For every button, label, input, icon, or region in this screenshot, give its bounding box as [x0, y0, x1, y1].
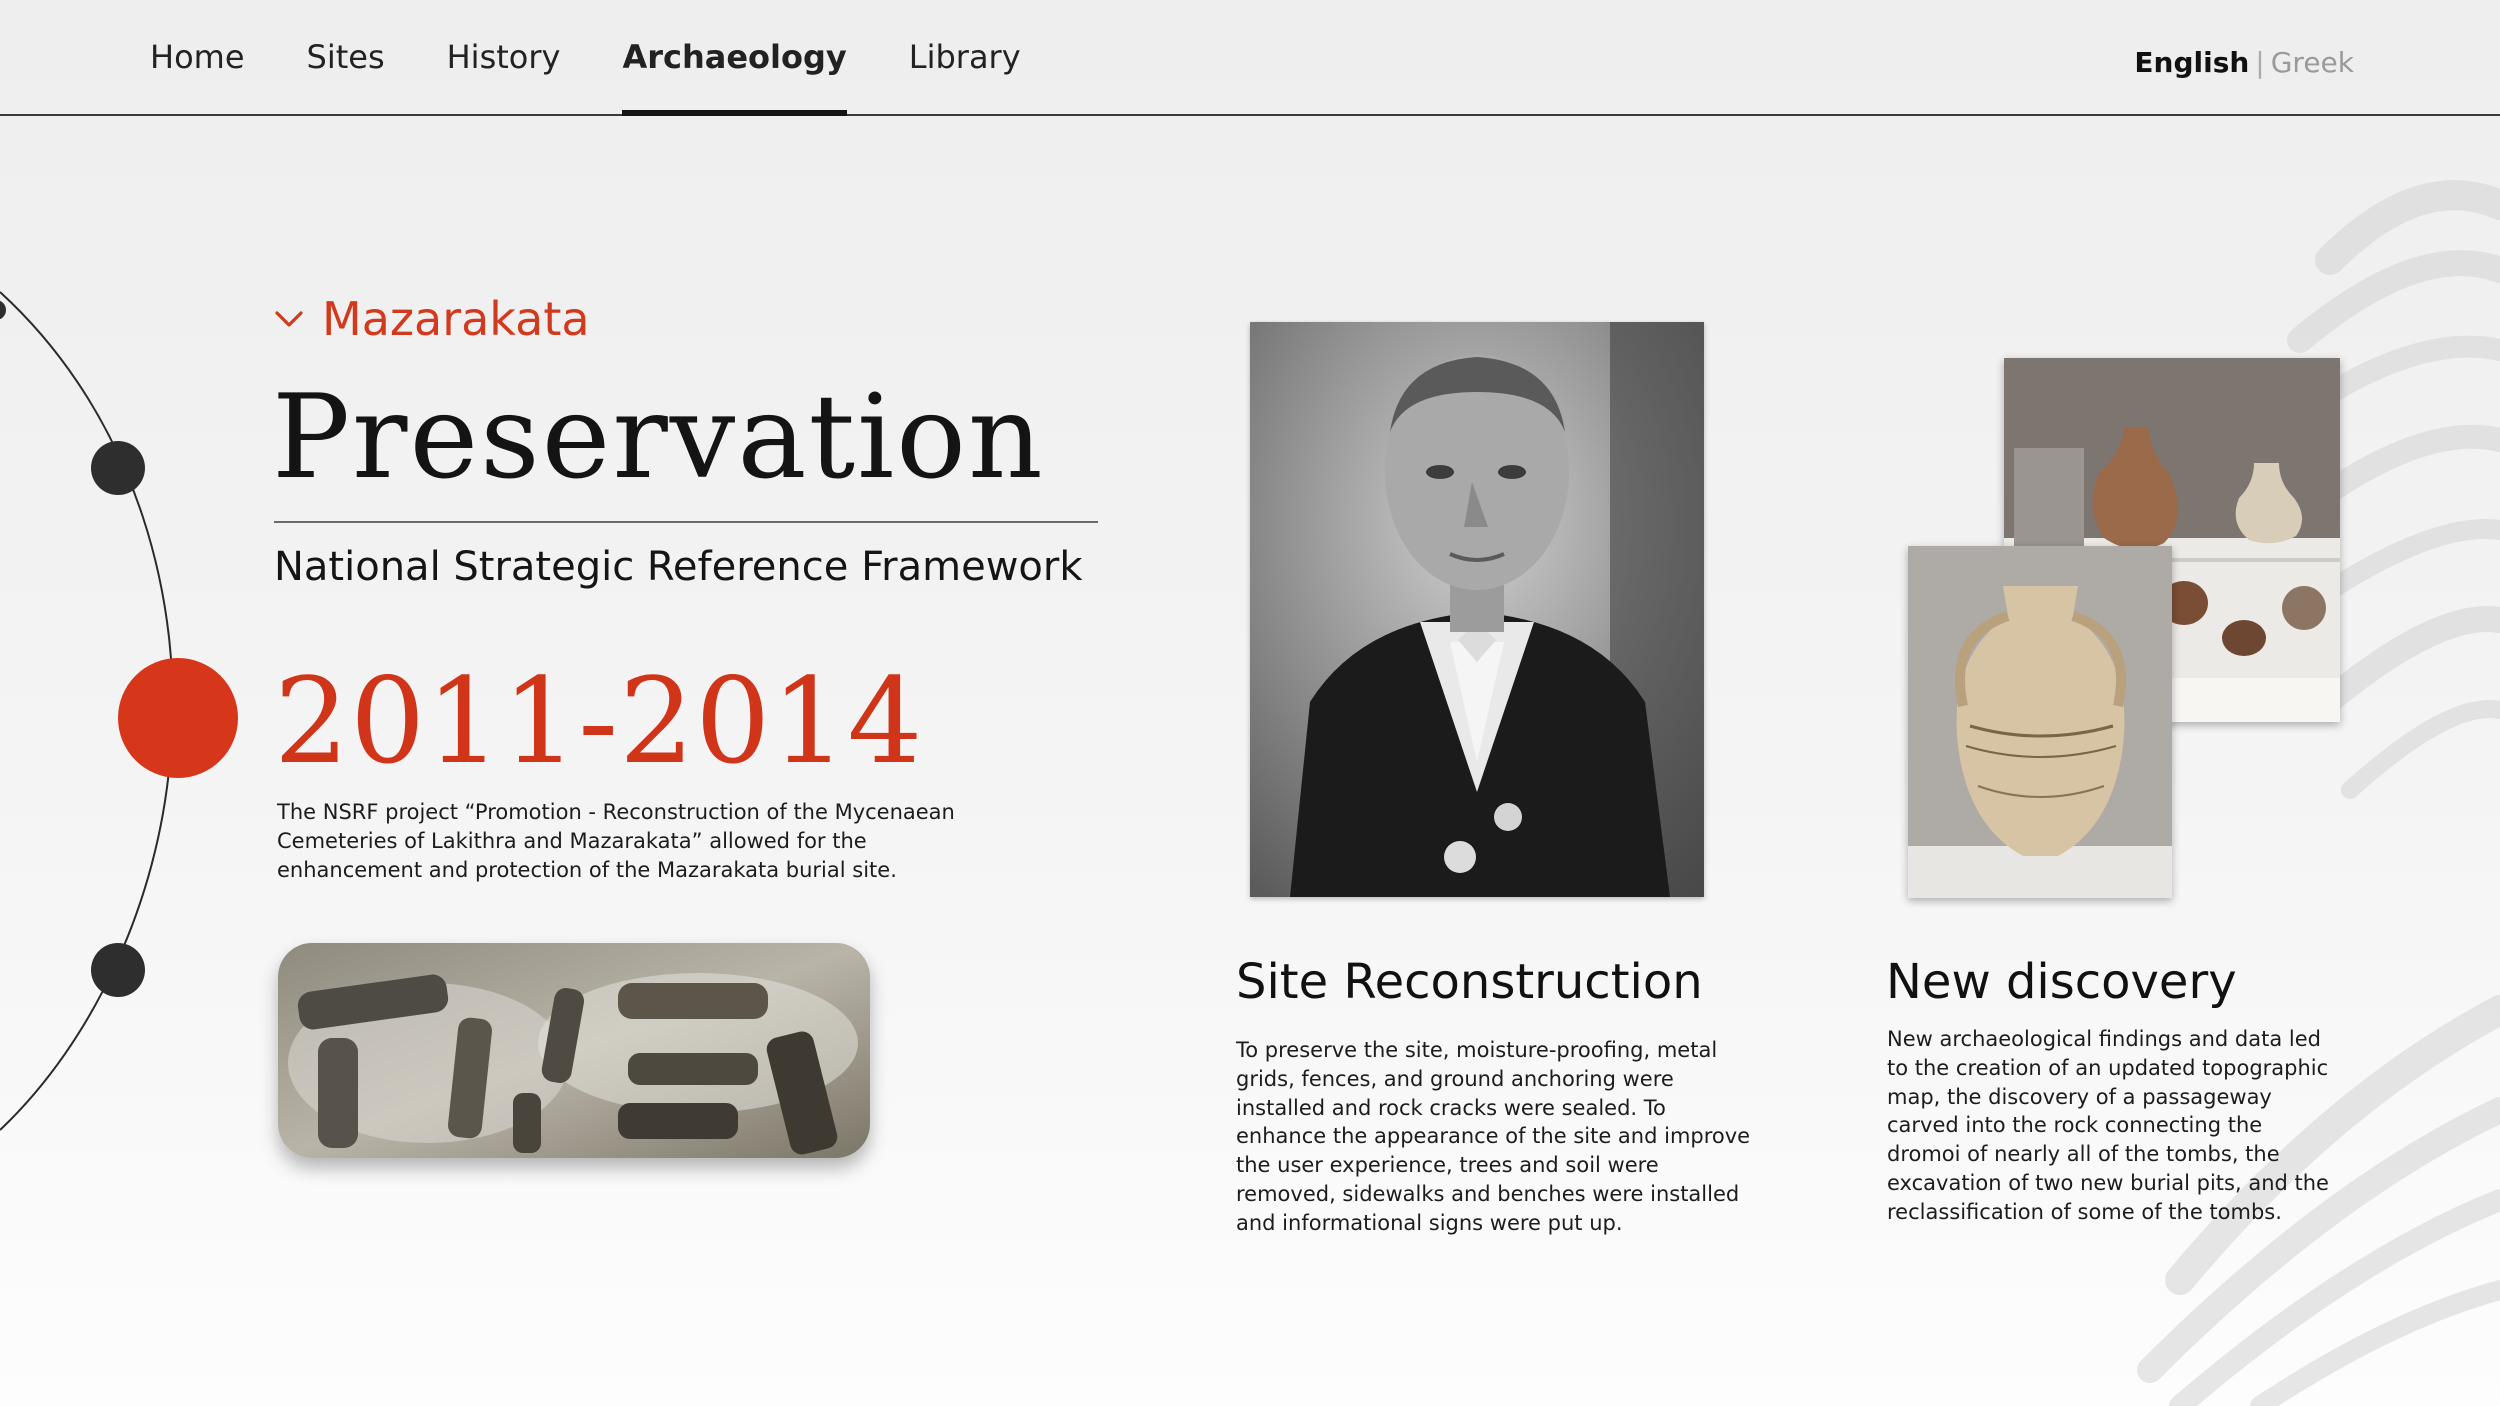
timeline-dot-top-edge[interactable]: [0, 300, 6, 320]
section-dropdown-label: Mazarakata: [322, 292, 590, 346]
language-greek[interactable]: Greek: [2270, 46, 2354, 79]
chevron-down-icon: [274, 309, 304, 329]
timeline-dot-lower[interactable]: [91, 943, 145, 997]
year-range: 2011-2014: [274, 652, 924, 790]
nav-library[interactable]: Library: [908, 38, 1021, 76]
nav-history[interactable]: History: [446, 38, 561, 76]
amphora-photo: [1908, 546, 2172, 898]
page-title: Preservation: [272, 370, 1045, 505]
language-english[interactable]: English: [2134, 46, 2250, 79]
site-reconstruction-title: Site Reconstruction: [1236, 954, 1703, 1010]
new-discovery-title: New discovery: [1886, 954, 2237, 1010]
language-switcher: [2134, 46, 2354, 79]
nav-sites[interactable]: Sites: [306, 38, 385, 76]
section-description: The NSRF project “Promotion - Reconstruction of the Mycenaean Cemeteries of Lakithra and Mazarakata” allowed for the enhancement and protection of the Mazarakata burial site.: [277, 800, 955, 882]
top-navigation-bar: [0, 0, 2500, 116]
new-discovery-text: New archaeological findings and data led to the creation of an updated topographic map, the discovery of a passageway carved into the rock connecting the dromoi of nearly all of the tombs, the excavation of two new burial pits, and the reclassification of some of the tombs.: [1887, 1027, 2329, 1224]
archaeologist-portrait-photo: [1250, 322, 1704, 897]
site-reconstruction-text: To preserve the site, moisture-proofing, metal grids, fences, and ground anchoring were installed and rock cracks were sealed. To enhance the appearance of the site and improve the user experience, trees and soil were removed, sidewalks and benches were installed and informational signs were put up.: [1236, 1038, 1751, 1235]
page-subtitle: National Strategic Reference Framework: [274, 544, 1083, 590]
title-divider: [274, 521, 1098, 523]
language-separator: |: [2255, 46, 2265, 79]
timeline-arc: [0, 292, 173, 1130]
timeline-dot-upper[interactable]: [91, 441, 145, 495]
main-nav: [150, 0, 1083, 114]
tomb-site-photo: [278, 943, 870, 1158]
nav-archaeology[interactable]: Archaeology: [622, 0, 846, 114]
nav-home[interactable]: Home: [150, 38, 245, 76]
timeline-dot-active[interactable]: [118, 658, 238, 778]
section-dropdown[interactable]: [274, 292, 590, 346]
